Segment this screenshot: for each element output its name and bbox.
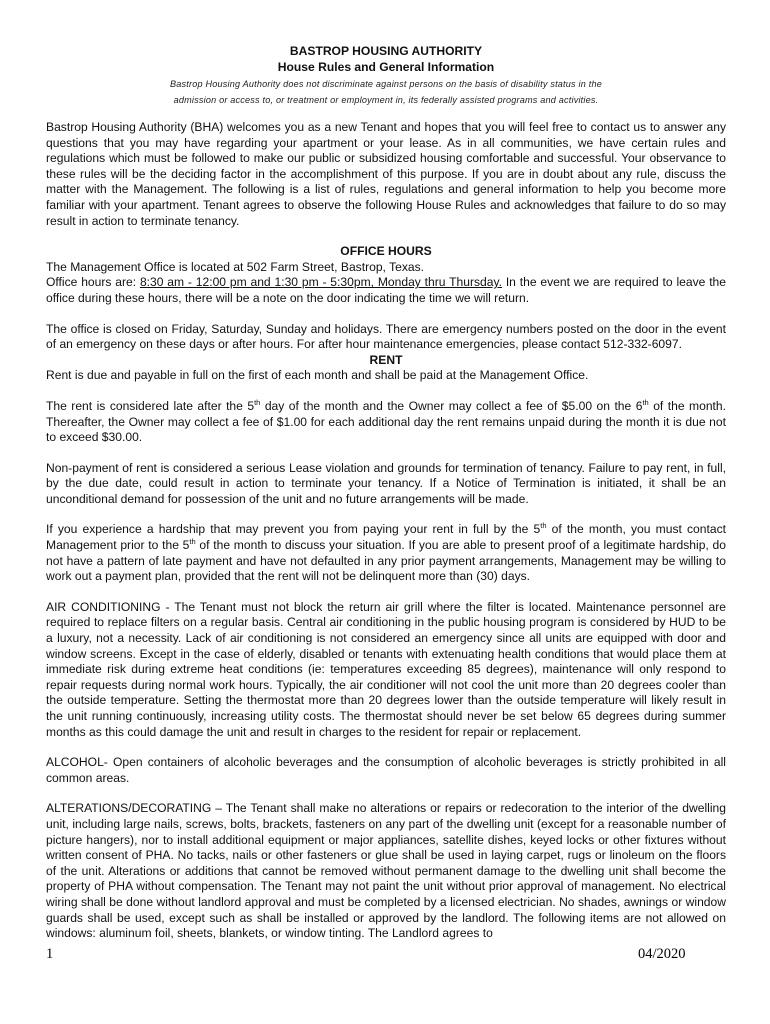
hours-prefix: Office hours are: bbox=[46, 275, 140, 290]
revision-date: 04/2020 bbox=[638, 946, 686, 962]
alterations-paragraph: ALTERATIONS/DECORATING – The Tenant shall make no alterations or repairs or redecoration to the interior of the dwelling unit, including large nails, screws, bolts, brackets, fasteners on any part of the dwelling unit (except for a reasonable number of picture hangers), nor to install additional equipment or major appliances, satellite dishes, keyed locks or other fixtures without written consent of PHA. No tacks, nails or other fasteners or glue shall be used in laying carpet, rugs or linoleum on the floors of the unit. Alterations or additions that cannot be removed without permanent damage to the dwelling unit shall become the property of PHA without compensation. The Tenant may not paint the unit without prior approval of management. No electrical wiring shall be done without landlord approval and must be completed by a licensed electrician. No shades, awnings or window guards shall be used, except such as shall be installed or approved by the landlord. The following items are not allowed on windows: aluminum foil, sheets, blankets, or window tinting. The Landlord agrees to bbox=[46, 801, 726, 941]
notice-line-1: Bastrop Housing Authority does not discriminate against persons on the basis of disability status in the bbox=[170, 79, 602, 89]
rent-p2-text-a: The rent is considered late after the 5 bbox=[46, 398, 255, 413]
rent-p2-sup-2: th bbox=[642, 397, 649, 407]
page-number: 1 bbox=[46, 946, 54, 962]
office-location: The Management Office is located at 502 Farm Street, Bastrop, Texas. bbox=[46, 259, 425, 274]
alcohol-paragraph: ALCOHOL- Open containers of alcoholic beverages and the consumption of alcoholic beverages is strictly prohibited in all common areas. bbox=[46, 755, 726, 785]
rent-p2-text-c: of the month. Thereafter, the Owner may collect a fee of $1.00 for each additional day the rent remains unpaid during the month it is due not to exceed $30.00. bbox=[46, 398, 727, 445]
page-footer bbox=[46, 946, 726, 966]
rent-p4-sup-2: th bbox=[189, 537, 196, 547]
office-hours-paragraph bbox=[46, 275, 726, 306]
rent-p2-text-b: day of the month and the Owner may collect a fee of $5.00 on the 6 bbox=[260, 398, 643, 413]
document-subtitle: House Rules and General Information bbox=[277, 59, 495, 74]
emergency-phone: 512-332-6097. bbox=[603, 337, 682, 352]
hours-suffix: In the event we are required to leave the office during these hours, there will be a note on the door indicating the time we will return. bbox=[46, 275, 727, 305]
document-page bbox=[46, 44, 726, 942]
rent-paragraph-4 bbox=[46, 522, 726, 584]
document-title: BASTROP HOUSING AUTHORITY bbox=[289, 44, 483, 58]
rent-paragraph-2 bbox=[46, 399, 726, 446]
closed-text: The office is closed on Friday, Saturday, Sunday and holidays. There are emergency numbers posted on the door in the event of an emergency on these days or after hours. For after hour maintenance emergencies, please contact bbox=[46, 321, 726, 352]
rent-heading: RENT bbox=[369, 352, 403, 367]
rent-paragraph-3: Non-payment of rent is considered a serious Lease violation and grounds for termination of tenancy. Failure to pay rent, in full, by the due date, could result in action to terminate your tenancy. If a Notice of Termination is initiated, it shall be an unconditional demand for possession of the unit and no future arrangements will be made. bbox=[46, 460, 726, 506]
air-conditioning-paragraph: AIR CONDITIONING - The Tenant must not block the return air grill where the filter is located. Maintenance personnel are required to replace filters on a regular basis. Central air conditioning in the public housing program is considered by HUD to be a luxury, not a necessity. Lack of air conditioning is not considered an emergency since all units are equipped with door and window screens. Except in the case of elderly, disabled or tenants with extenuating health conditions that would place them at immediate risk during extreme heat conditions (ie: temperatures exceeding 85 degrees), maintenance will only respond to repair requests during normal work hours. Typically, the air conditioner will not cool the unit more than 20 degrees cooler than the outside temperature. Setting the thermostat more than 20 degrees lower than the outside temperature will likely result in the unit running continuously, increasing utility costs. The thermostat should never be set below 65 degrees during summer months as this could damage the unit and result in charges to the resident for repair or replacement. bbox=[46, 599, 726, 739]
rent-paragraph-1: Rent is due and payable in full on the first of each month and shall be paid at the Management Office. bbox=[46, 368, 589, 383]
office-hours-heading: OFFICE HOURS bbox=[340, 244, 432, 259]
rent-p4-text-c: of the month to discuss your situation. If you are able to present proof of a legitimate hardship, do not have a pattern of late payment and have not defaulted in any prior payment arrangements, Management may be willing to work out a payment plan, provided that the rent will not be delinquent more than (30) days. bbox=[46, 538, 726, 584]
hours-underlined: 8:30 am - 12:00 pm and 1:30 pm - 5:30pm, Monday thru Thursday. bbox=[139, 275, 502, 290]
rent-p4-text-a: If you experience a hardship that may prevent you from paying your rent in full by the 5 bbox=[46, 522, 541, 537]
rent-p4-text-b: of the month, you must contact Management prior to the 5 bbox=[46, 522, 726, 553]
notice-line-2: admission or access to, or treatment or employment in, its federally assisted programs and activities. bbox=[173, 95, 599, 105]
intro-paragraph: Bastrop Housing Authority (BHA) welcomes you as a new Tenant and hopes that you will feel free to contact us to answer any questions that you may have regarding your apartment or your lease. As in all communities, we have certain rules and regulations which must be followed to make our public or subsidized housing comfortable and successful. Your observance to these rules will be the deciding factor in the accomplishment of this purpose. If you are in doubt about any rule, discuss the matter with the Management. The following is a list of rules, regulations and general information to help you become more familiar with your apartment. Tenant agrees to observe the following House Rules and acknowledges that failure to do so may result in action to terminate tenancy. bbox=[46, 120, 726, 228]
nondiscrimination-notice bbox=[46, 76, 726, 108]
rent-p2-sup-1: th bbox=[254, 397, 261, 407]
rent-p4-sup-1: th bbox=[540, 521, 547, 531]
office-closed-paragraph bbox=[46, 322, 726, 353]
